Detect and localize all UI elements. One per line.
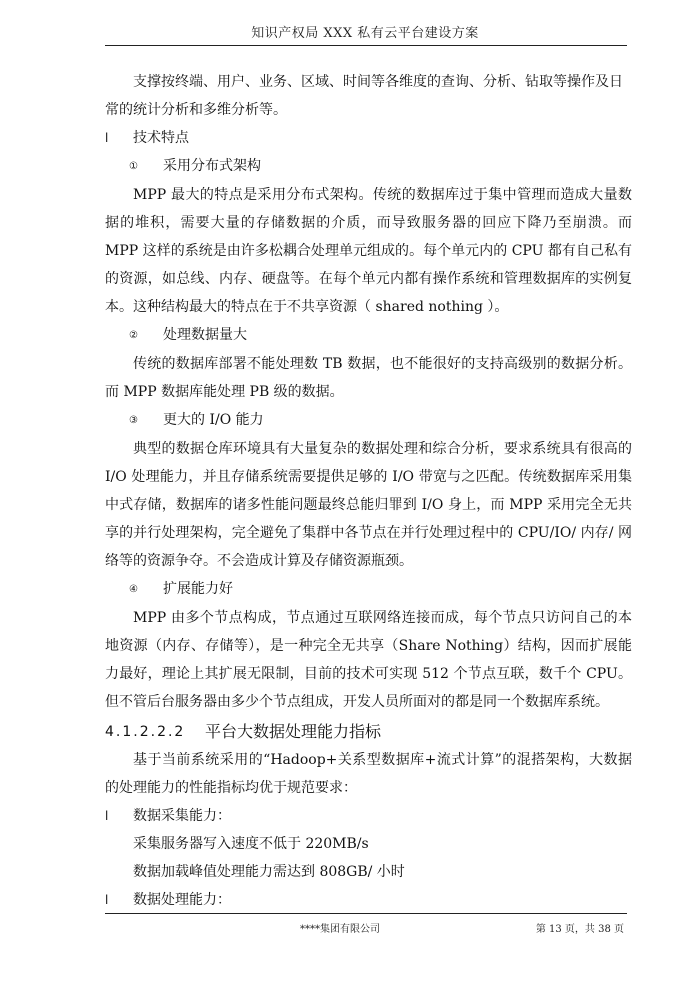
- intro-line-2: 常的统计分析和多维分析等。: [105, 102, 287, 118]
- collect-line-2: 数据加载峰值处理能力需达到 808GB/ 小时: [133, 864, 405, 880]
- item-1-paragraph: MPP 最大的特点是采用分布式架构。传统的数据库过于集中管理而造成大量数据的堆积，需要大量的存储数据的介质，而导致服务器的回应下降乃至崩溃。而 MPP 这样的系统是由许多松耦合处理单元组成的。每个单元内的 CPU 都有自己私有的资源，如总线、内存、硬盘等。在每个单元内都有操作系统和管理数据库的实例复本。这种结构最大的特点在于不共享资源（ shared nothing ）。: [105, 187, 632, 315]
- section-paragraph: 基于当前系统采用的“Hadoop+关系型数据库+流式计算”的混搭架构，大数据的处理能力的性能指标均优于规范要求：: [105, 752, 632, 796]
- item-4-label: 扩展能力好: [163, 581, 233, 597]
- section-number: 4.1.2.2.2: [105, 724, 186, 740]
- item-4-heading: [105, 575, 632, 604]
- page-header: 知识产权局 XXX 私有云平台建设方案: [251, 26, 479, 41]
- item-2-marker: ②: [129, 330, 138, 341]
- item-4-marker: ④: [129, 584, 138, 595]
- tech-features-bullet: [105, 124, 632, 152]
- footer-divider: [105, 913, 627, 914]
- intro-line-1: 支撑按终端、用户、业务、区域、时间等各维度的查询、分析、钻取等操作及日: [133, 74, 623, 90]
- item-1-label: 采用分布式架构: [163, 158, 261, 174]
- process-bullet: [105, 886, 632, 914]
- document-body: [105, 68, 632, 914]
- item-3-paragraph: 典型的数据仓库环境具有大量复杂的数据处理和综合分析，要求系统具有很高的 I/O 处理能力，并且存储系统需要提供足够的 I/O 带宽与之匹配。传统数据库采用集中式存储，数据库的诸多性能问题最终总能归罪到 I/O 身上，而 MPP 采用完全无共享的并行处理架构，完全避免了集群中各节点在并行处理过程中的 CPU/IO/ 内存/ 网络等的资源争夺。不会造成计算及存储资源瓶颈。: [105, 441, 632, 569]
- section-heading: [105, 718, 632, 746]
- item-3-heading: [105, 406, 632, 435]
- footer-page-number: 第 13 页，共 38 页: [535, 924, 624, 935]
- item-2-paragraph: 传统的数据库部署不能处理数 TB 数据，也不能很好的支持高级别的数据分析。而 MPP 数据库能处理 PB 级的数据。: [105, 356, 632, 400]
- bullet-marker: l: [105, 809, 109, 823]
- intro-paragraph: [105, 68, 632, 124]
- item-1-heading: [105, 152, 632, 181]
- item-2-heading: [105, 321, 632, 350]
- collect-line-1: 采集服务器写入速度不低于 220MB/s: [133, 836, 369, 852]
- item-3-label: 更大的 I/O 能力: [163, 412, 264, 428]
- process-label: 数据处理能力：: [133, 892, 231, 908]
- bullet-marker: l: [105, 893, 109, 907]
- header-divider: [105, 45, 627, 46]
- item-3-marker: ③: [129, 415, 138, 426]
- item-2-label: 处理数据量大: [163, 327, 247, 343]
- item-4-paragraph: MPP 由多个节点构成，节点通过互联网络连接而成，每个节点只访问自己的本地资源（内存、存储等），是一种完全无共享（Share Nothing）结构，因而扩展能力最好，理论上其扩展无限制，目前的技术可实现 512 个节点互联，数千个 CPU。但不管后台服务器由多少个节点组成，开发人员所面对的都是同一个数据库系统。: [105, 610, 632, 710]
- tech-features-label: 技术特点: [133, 130, 189, 146]
- item-1-marker: ①: [129, 161, 138, 172]
- footer-company: ****集团有限公司: [300, 924, 380, 935]
- section-title: 平台大数据处理能力指标: [205, 722, 382, 741]
- collect-bullet: [105, 802, 632, 830]
- collect-label: 数据采集能力：: [133, 808, 231, 824]
- bullet-marker: l: [105, 131, 109, 145]
